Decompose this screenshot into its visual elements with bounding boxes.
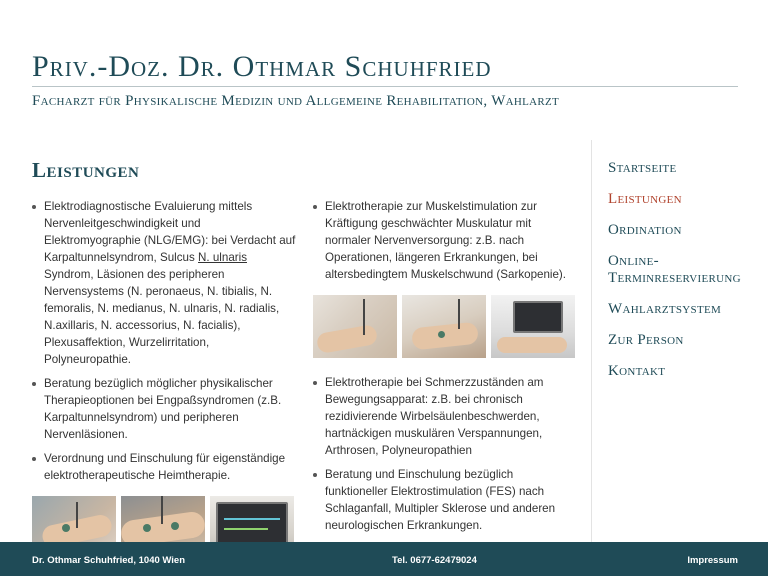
treatment-photo [313,295,397,358]
treatment-photo [121,496,205,542]
image-row-right [313,295,578,358]
nav-item-online-terminreservierung[interactable] [608,253,741,287]
services-column-left [32,198,297,542]
nav-item-kontakt[interactable]: Kontakt [608,363,666,379]
list-item-text: Syndrom, Läsionen des peripheren Nervensystems (N. peronaeus, N. tibialis, N. femoralis, N. medianus, N. ulnaris, N. radialis, N.axillaris, N. accessorius, N. facialis), Plexusaffektion, Wurzelirritation, Polyneuropathie. [44,268,280,366]
list-item: Beratung und Einschulung bezüglich funktioneller Elektrostimulation (FES) nach Schlaganfall, Multipler Sklerose und anderen neurologischen Erkrankungen. [313,466,578,534]
main-content [32,158,592,542]
sidebar [591,140,768,542]
treatment-photo [402,295,486,358]
page-title: Leistungen [32,158,140,182]
site-title[interactable]: Priv.-Doz. Dr. Othmar Schuhfried [32,50,492,83]
footer-address: Dr. Othmar Schuhfried, 1040 Wien [32,555,186,566]
main-navigation [608,160,741,394]
treatment-photo [491,295,575,358]
nav-item-label: Online- [608,253,659,269]
services-list-right [313,198,578,283]
image-row-left [32,496,297,542]
nav-item-startseite[interactable]: Startseite [608,160,677,176]
list-item-text: Elektrodiagnostische Evaluierung mittels Nervenleitgeschwindigkeit und Elektromyographie (NLG/EMG): bei Verdacht auf Karpaltunnelsyndrom, Sulcus [44,200,296,264]
site-footer [0,542,768,576]
footer-impressum-link[interactable]: Impressum [687,555,738,566]
ulnaris-link[interactable]: N. ulnaris [198,251,247,264]
nav-item-label: Terminreservierung [608,270,741,286]
treatment-photo [210,496,294,542]
list-item [32,198,297,368]
site-header [32,52,738,110]
nav-item-zur-person[interactable]: Zur Person [608,332,684,348]
services-list-left [32,198,297,484]
site-subtitle: Facharzt für Physikalische Medizin und Allgemeine Rehabilitation, Wahlarzt [32,93,560,109]
treatment-photo [32,496,116,542]
list-item: Elektrotherapie bei Schmerzzuständen am Bewegungsapparat: z.B. bei chronisch rezidivierende Wirbelsäulenbeschwerden, hartnäckigen muskulären Verspannungen, Arthrosen, Polyneuropathien [313,374,578,459]
services-list-right-2 [313,374,578,534]
list-item: Beratung bezüglich möglicher physikalischer Therapieoptionen bei Engpaßsyndromen (z.B. Karpaltunnelsyndrom) und peripheren Nervenläsionen. [32,375,297,443]
header-divider [32,86,738,87]
services-column-right [313,198,578,541]
list-item: Elektrotherapie zur Muskelstimulation zur Kräftigung geschwächter Muskulatur mit normaler Nervenversorgung: z.B. nach Operationen, längeren Erkrankungen, bei altersbedingtem Muskelschwund (Sarkopenie). [313,198,578,283]
nav-item-wahlarztsystem[interactable]: Wahlarztsystem [608,301,722,317]
nav-item-leistungen[interactable]: Leistungen [608,191,682,207]
nav-item-ordination[interactable]: Ordination [608,222,682,238]
footer-phone[interactable]: Tel. 0677-62479024 [392,555,477,566]
list-item: Verordnung und Einschulung für eigenständige elektrotherapeutische Heimtherapie. [32,450,297,484]
